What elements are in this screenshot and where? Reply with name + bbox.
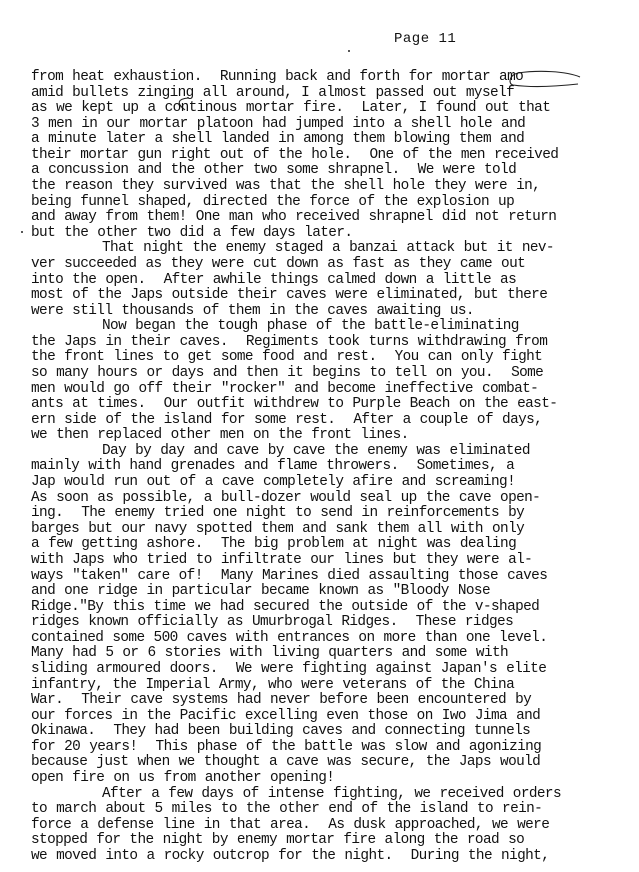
- text-line: but the other two did a few days later.: [31, 224, 353, 241]
- text-line: stopped for the night by enemy mortar fire along the road so: [31, 832, 525, 849]
- text-line: as we kept up a continous mortar fire. Later, I found out that: [31, 100, 551, 117]
- text-line: ways "taken" care of! Many Marines died assaulting those caves: [31, 567, 548, 584]
- ink-speck: [21, 231, 23, 233]
- text-line: their mortar gun right out of the hole. One of the men received: [31, 146, 559, 163]
- text-line: After a few days of intense fighting, we received orders: [102, 785, 562, 802]
- text-line: for 20 years! This phase of the battle was slow and agonizing: [31, 738, 542, 755]
- text-line: ern side of the island for some rest. After a couple of days,: [31, 411, 543, 428]
- text-line: amid bullets zinging all around, I almost passed out myself: [31, 84, 515, 101]
- page-number: Page 11: [394, 31, 457, 47]
- text-line: sliding armoured doors. We were fighting against Japan's elite: [31, 660, 547, 677]
- text-line: to march about 5 miles to the other end of the island to rein-: [31, 801, 543, 818]
- text-line: Many had 5 or 6 stories with living quarters and some with: [31, 645, 509, 662]
- text-line: were still thousands of them in the caves awaiting us.: [31, 302, 474, 319]
- text-line: As soon as possible, a bull-dozer would seal up the cave open-: [31, 489, 541, 506]
- text-line: ants at times. Our outfit withdrew to Purple Beach on the east-: [31, 396, 558, 413]
- text-line: the front lines to get some food and rest. You can only fight: [31, 349, 543, 366]
- text-line: ing. The enemy tried one night to send in reinforcements by: [31, 505, 525, 522]
- text-line: our forces in the Pacific excelling even those on Iwo Jima and: [31, 707, 541, 724]
- text-line: because just when we thought a cave was secure, the Japs would: [31, 754, 541, 771]
- body-text: [31, 70, 621, 864]
- text-line: Ridge."By this time we had secured the outside of the v-shaped: [31, 598, 540, 615]
- text-line: a minute later a shell landed in among them blowing them and: [31, 131, 525, 148]
- text-line: Jap would run out of a cave completely afire and screaming!: [31, 474, 516, 491]
- text-line: from heat exhaustion. Running back and forth for mortar amo: [31, 69, 524, 85]
- text-line: barges but our navy spotted them and sank them all with only: [31, 520, 525, 537]
- text-line: the reason they survived was that the shell hole they were in,: [31, 178, 541, 195]
- text-line: Day by day and cave by cave the enemy was eliminated: [102, 442, 530, 459]
- text-line: we then replaced other men on the front lines.: [31, 427, 409, 444]
- text-line: a concussion and the other two some shrapnel. We were told: [31, 162, 517, 179]
- text-line: 3 men in our mortar platoon had jumped into a shell hole and: [31, 115, 526, 132]
- text-line: open fire on us from another opening!: [31, 770, 335, 787]
- text-line: so many hours or days and then it begins to tell on you. Some: [31, 364, 544, 381]
- text-line: and away from them! One man who received shrapnel did not return: [31, 209, 557, 226]
- text-line: force a defense line in that area. As dusk approached, we were: [31, 816, 550, 833]
- ink-speck: [348, 50, 350, 52]
- text-line: the Japs in their caves. Regiments took turns withdrawing from: [31, 333, 548, 350]
- text-line: being funnel shaped, directed the force of the explosion up: [31, 193, 515, 210]
- text-line: infantry, the Imperial Army, who were veterans of the China: [31, 676, 515, 693]
- text-line: a few getting ashore. The big problem at night was dealing: [31, 536, 517, 553]
- text-line: men would go off their "rocker" and become ineffective combat-: [31, 380, 539, 397]
- text-line: contained some 500 caves with entrances on more than one level.: [31, 629, 548, 646]
- text-line: with Japs who tried to infiltrate our lines but they were al-: [31, 551, 533, 568]
- text-line: War. Their cave systems had never before been encountered by: [31, 692, 532, 709]
- text-line: most of the Japs outside their caves were eliminated, but there: [31, 287, 548, 304]
- text-line: and one ridge in particular became known as "Bloody Nose: [31, 583, 491, 600]
- text-line: ver succeeded as they were cut down as fast as they came out: [31, 255, 526, 272]
- text-line: Now began the tough phase of the battle-eliminating: [102, 318, 519, 335]
- text-line: Okinawa. They had been building caves and connecting tunnels: [31, 723, 531, 740]
- text-line: That night the enemy staged a banzai attack but it nev-: [102, 240, 554, 257]
- text-line: into the open. After awhile things calmed down a little as: [31, 271, 517, 288]
- text-line: we moved into a rocky outcrop for the night. During the night,: [31, 847, 550, 864]
- text-line: mainly with hand grenades and flame throwers. Sometimes, a: [31, 458, 515, 475]
- text-line: ridges known officially as Umurbrogal Ridges. These ridges: [31, 614, 514, 631]
